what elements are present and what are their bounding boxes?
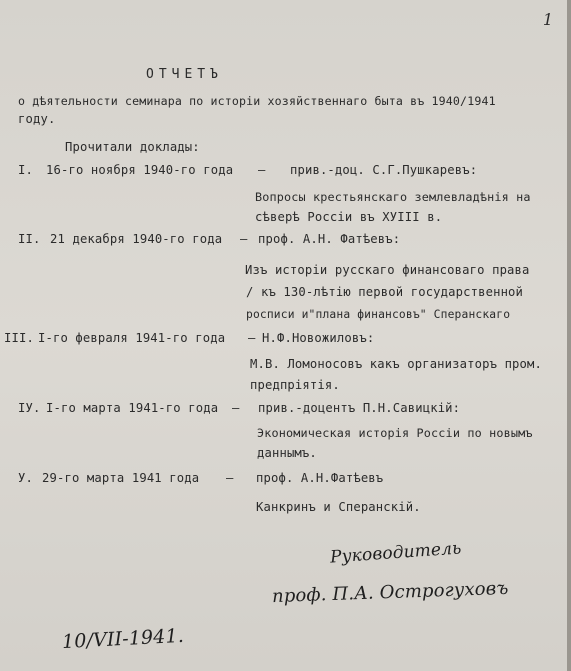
entry-dash: – xyxy=(240,232,248,246)
signature-name: проф. П.А. Острогуховъ xyxy=(271,577,509,608)
entry-speaker: проф. А.Н. Фатѣевъ: xyxy=(258,232,401,246)
intro-text: Прочитали доклады: xyxy=(65,140,200,154)
page-number: 1 xyxy=(542,10,553,29)
entry-date: 29-го марта 1941 года xyxy=(42,471,200,485)
entry-number: III. xyxy=(4,331,34,345)
entry-speaker: Н.Ф.Новожиловъ: xyxy=(262,331,375,345)
entry-topic-line: даннымъ. xyxy=(257,446,317,460)
document-title: ОТЧЕТЪ xyxy=(146,67,223,82)
entry-number: IУ. xyxy=(18,401,41,415)
entry-topic-line: Вопросы крестьянскаго землевладѣнiя на xyxy=(255,190,531,204)
signature-role: Руководитель xyxy=(329,538,463,568)
entry-date: I-го февраля 1941-го года xyxy=(38,331,226,345)
entry-dash: – xyxy=(248,331,256,345)
entry-topic-line: / къ 130-лѣтiю первой государственной xyxy=(246,285,524,299)
entry-topic-line: росписи и"плана финансовъ" Сперанскаго xyxy=(246,308,511,321)
entry-number: У. xyxy=(18,471,33,485)
entry-speaker: прив.-доцентъ П.Н.Савицкiй: xyxy=(258,401,461,415)
entry-speaker: прив.-доц. С.Г.Пушкаревъ: xyxy=(290,163,478,177)
page-edge xyxy=(567,0,571,671)
entry-dash: – xyxy=(232,401,240,415)
entry-number: I. xyxy=(18,163,33,177)
entry-date: I-го марта 1941-го года xyxy=(46,401,219,415)
entry-topic-line: Экономическая исторiя Россiи по новымъ xyxy=(257,426,533,440)
handwritten-date: 10/VII-1941. xyxy=(61,624,185,654)
entry-date: 21 декабря 1940-го года xyxy=(50,232,223,246)
entry-topic-line: сѣверѣ Россiи въ ХУIII в. xyxy=(255,210,443,224)
entry-number: II. xyxy=(18,232,41,246)
entry-dash: – xyxy=(226,471,234,485)
document-subtitle-line2: году. xyxy=(18,112,56,126)
entry-topic-line: Изъ исторiи русскаго финансоваго права xyxy=(245,263,530,277)
entry-dash: – xyxy=(258,163,266,177)
entry-topic-line: предпрiятiя. xyxy=(250,378,340,392)
entry-topic-line: Канкринъ и Сперанскiй. xyxy=(256,500,421,514)
entry-speaker: проф. А.Н.Фатѣевъ xyxy=(256,471,384,485)
entry-date: 16-го ноября 1940-го года xyxy=(46,163,234,177)
entry-topic-line: М.В. Ломоносовъ какъ организаторъ пром. xyxy=(250,357,543,371)
document-subtitle-line1: о дѣятельности семинара по исторiи хозяйственнаго быта въ 1940/1941 xyxy=(18,94,496,108)
